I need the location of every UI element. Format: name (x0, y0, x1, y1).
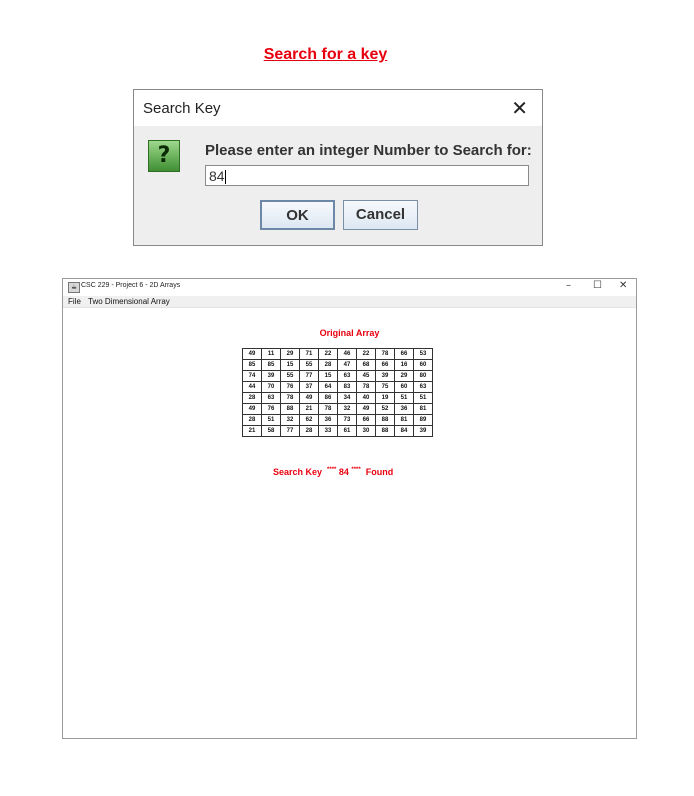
array-cell: 49 (300, 393, 319, 404)
table-row (243, 415, 433, 426)
ok-button[interactable]: OK (260, 200, 335, 230)
array-cell: 33 (319, 426, 338, 437)
array-cell: 80 (414, 371, 433, 382)
array-cell: 70 (262, 382, 281, 393)
array-cell: 47 (338, 360, 357, 371)
array-cell: 29 (395, 371, 414, 382)
table-row (243, 349, 433, 360)
dialog-prompt: Please enter an integer Number to Search for: (205, 142, 532, 159)
array-cell: 66 (395, 349, 414, 360)
search-result-key: 84 (336, 467, 352, 477)
window-titlebar (63, 279, 636, 296)
array-cell: 58 (262, 426, 281, 437)
table-row (243, 393, 433, 404)
array-cell: 66 (376, 360, 395, 371)
text-caret (225, 170, 226, 184)
array-cell: 39 (414, 426, 433, 437)
array-cell: 51 (395, 393, 414, 404)
array-cell: 21 (300, 404, 319, 415)
array-cell: 28 (319, 360, 338, 371)
array-cell: 34 (338, 393, 357, 404)
array-cell: 16 (395, 360, 414, 371)
array-cell: 63 (414, 382, 433, 393)
menu-file[interactable]: File (68, 297, 81, 306)
array-cell: 61 (338, 426, 357, 437)
array-cell: 78 (357, 382, 376, 393)
array-cell: 28 (243, 415, 262, 426)
dialog-title: Search Key (143, 100, 221, 117)
array-cell: 71 (300, 349, 319, 360)
table-row (243, 382, 433, 393)
array-cell: 39 (376, 371, 395, 382)
array-cell: 29 (281, 349, 300, 360)
maximize-icon[interactable]: ☐ (593, 280, 602, 291)
array-cell: 73 (338, 415, 357, 426)
original-array-title: Original Array (319, 328, 380, 338)
array-cell: 44 (243, 382, 262, 393)
array-cell: 88 (376, 415, 395, 426)
array-cell: 39 (262, 371, 281, 382)
array-cell: 78 (281, 393, 300, 404)
search-result-prefix: Search Key (273, 467, 328, 477)
window-title: CSC 229 - Project 6 - 2D Arrays (81, 282, 181, 289)
search-result-stars-right: **** (351, 467, 361, 473)
array-cell: 49 (243, 404, 262, 415)
array-cell: 21 (243, 426, 262, 437)
array-cell: 63 (338, 371, 357, 382)
java-app-icon: ☕ (68, 282, 80, 293)
array-cell: 60 (395, 382, 414, 393)
table-row (243, 360, 433, 371)
search-result-stars-left: **** (327, 467, 337, 473)
array-cell: 53 (414, 349, 433, 360)
array-cell: 46 (338, 349, 357, 360)
table-row (243, 426, 433, 437)
array-cell: 78 (319, 404, 338, 415)
array-cell: 60 (414, 360, 433, 371)
array-cell: 89 (414, 415, 433, 426)
menu-two-dimensional-array[interactable]: Two Dimensional Array (88, 297, 170, 306)
search-result (273, 467, 393, 477)
array-cell: 81 (414, 404, 433, 415)
array-cell: 52 (376, 404, 395, 415)
array-cell: 45 (357, 371, 376, 382)
array-cell: 76 (262, 404, 281, 415)
array-cell: 68 (357, 360, 376, 371)
array-cell: 36 (319, 415, 338, 426)
array-cell: 63 (262, 393, 281, 404)
array-cell: 88 (376, 426, 395, 437)
array-cell: 77 (281, 426, 300, 437)
array-cell: 28 (243, 393, 262, 404)
array-cell: 15 (319, 371, 338, 382)
array-cell: 49 (243, 349, 262, 360)
array-cell: 55 (281, 371, 300, 382)
array-cell: 77 (300, 371, 319, 382)
cancel-button[interactable]: Cancel (343, 200, 418, 230)
array-cell: 19 (376, 393, 395, 404)
window-close-icon[interactable]: ✕ (619, 280, 628, 291)
array-cell: 22 (357, 349, 376, 360)
search-key-dialog (133, 89, 543, 246)
table-row (243, 404, 433, 415)
array-cell: 15 (281, 360, 300, 371)
array-cell: 28 (300, 426, 319, 437)
array-cell: 22 (319, 349, 338, 360)
array-cell: 85 (243, 360, 262, 371)
search-key-input[interactable] (205, 165, 529, 186)
main-window (62, 278, 637, 739)
question-icon: ? (148, 140, 180, 172)
array-cell: 51 (262, 415, 281, 426)
array-cell: 88 (281, 404, 300, 415)
array-cell: 11 (262, 349, 281, 360)
array-cell: 36 (395, 404, 414, 415)
array-cell: 83 (338, 382, 357, 393)
array-cell: 51 (414, 393, 433, 404)
array-cell: 64 (319, 382, 338, 393)
array-cell: 74 (243, 371, 262, 382)
array-cell: 32 (281, 415, 300, 426)
array-cell: 66 (357, 415, 376, 426)
array-cell: 76 (281, 382, 300, 393)
search-key-input-value: 84 (209, 168, 225, 184)
array-cell: 62 (300, 415, 319, 426)
array-cell: 30 (357, 426, 376, 437)
minimize-icon[interactable]: – (566, 280, 571, 291)
array-cell: 81 (395, 415, 414, 426)
array-cell: 40 (357, 393, 376, 404)
dialog-titlebar (134, 90, 542, 126)
array-cell: 84 (395, 426, 414, 437)
array-cell: 32 (338, 404, 357, 415)
array-cell: 85 (262, 360, 281, 371)
array-cell: 75 (376, 382, 395, 393)
page-heading: Search for a key (263, 46, 388, 63)
array-cell: 86 (319, 393, 338, 404)
array-cell: 78 (376, 349, 395, 360)
table-row (243, 371, 433, 382)
array-cell: 49 (357, 404, 376, 415)
close-icon[interactable]: ✕ (511, 96, 528, 120)
array-cell: 55 (300, 360, 319, 371)
menubar (63, 296, 636, 308)
array-table (242, 348, 433, 437)
array-cell: 37 (300, 382, 319, 393)
search-result-suffix: Found (360, 467, 394, 477)
